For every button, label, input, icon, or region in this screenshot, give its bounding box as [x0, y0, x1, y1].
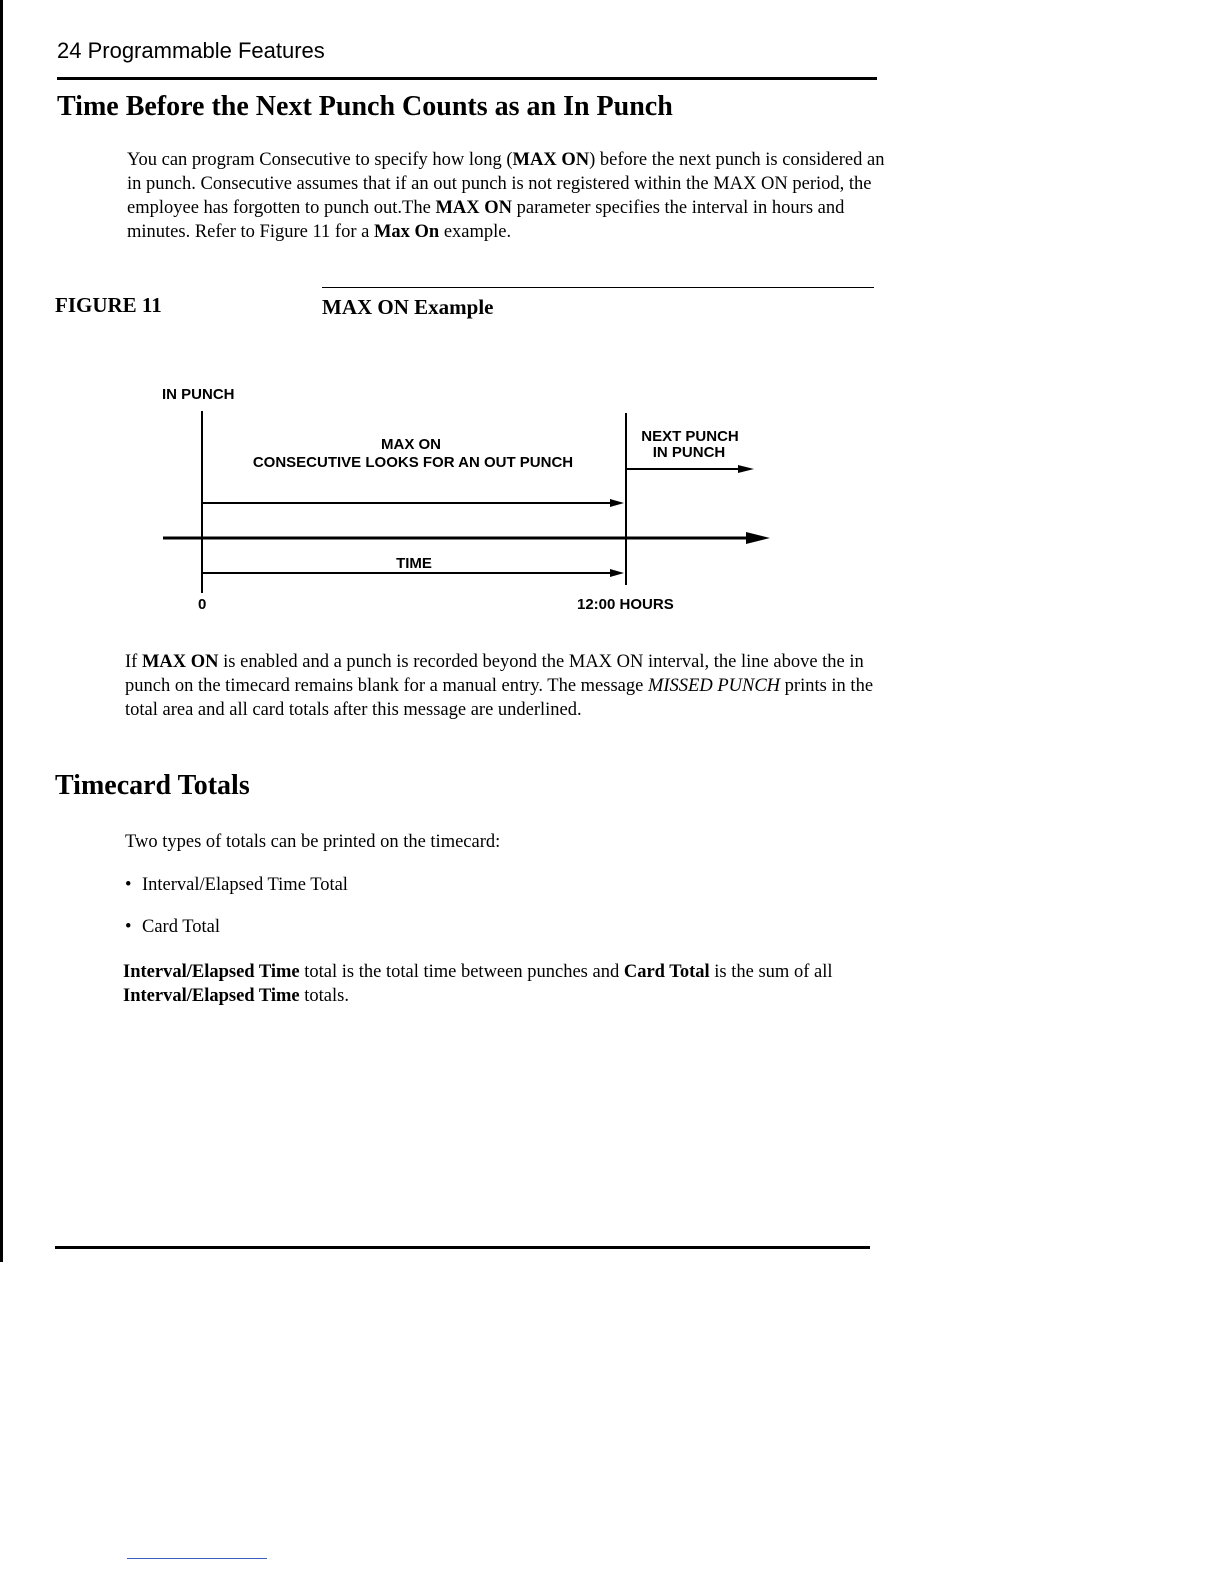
intro-text-e: parameter specifies the interval in hours and minutes. Refer to Figure 11 for a	[127, 198, 845, 242]
intro-bold-max-on: MAX ON	[512, 150, 590, 170]
label-time: TIME	[396, 555, 432, 572]
time-arrowhead	[610, 569, 624, 577]
intro-text-a: You can program Consecutive to specify how long (	[127, 150, 513, 170]
def-text-d: is the sum of all	[709, 962, 833, 982]
next-punch-arrowhead	[738, 465, 754, 473]
figure-label: FIGURE 11	[55, 293, 162, 317]
intro-paragraph	[127, 148, 887, 244]
bullet-glyph: •	[125, 875, 132, 895]
bullet-glyph: •	[125, 917, 132, 937]
label-in-punch: IN PUNCH	[162, 386, 235, 403]
missed-text-e: prints in the total area and all card totals after this message are underlined.	[125, 676, 874, 720]
time-axis-arrowhead	[746, 532, 770, 544]
totals-definition	[123, 960, 883, 1008]
section-heading-max-on: Time Before the Next Punch Counts as an In Punch	[57, 91, 673, 122]
label-next-in-punch: IN PUNCH	[652, 444, 726, 461]
missed-text-a: If	[125, 652, 142, 672]
def-bold-interval-2: Interval/Elapsed Time	[123, 986, 300, 1006]
def-text-f: totals.	[299, 986, 349, 1006]
page-left-edge	[0, 0, 3, 1262]
label-end-time: 12:00 HOURS	[577, 596, 674, 613]
intro-bold-max-on-2: MAX ON	[435, 198, 512, 218]
bottom-mark	[127, 1558, 267, 1559]
header-rule	[57, 77, 877, 80]
list-item-text: Card Total	[142, 917, 221, 937]
max-on-diagram	[150, 380, 790, 630]
def-bold-card-total: Card Total	[623, 962, 710, 982]
missed-italic-message: MISSED PUNCH	[647, 676, 781, 696]
max-on-arrowhead	[610, 499, 624, 507]
missed-bold-max-on: MAX ON	[141, 652, 219, 672]
missed-punch-paragraph	[125, 650, 885, 722]
list-item-text: Interval/Elapsed Time Total	[142, 875, 348, 895]
label-zero: 0	[198, 596, 207, 613]
def-bold-interval: Interval/Elapsed Time	[123, 962, 300, 982]
footer-rule	[55, 1246, 870, 1249]
totals-intro: Two types of totals can be printed on the timecard:	[125, 832, 501, 852]
intro-text-g: example.	[439, 222, 512, 242]
list-item	[125, 915, 348, 957]
list-item	[125, 873, 348, 915]
intro-text-c: ) before the next punch is considered an in punch. Consecutive assumes that if an out punch is not registered within the MAX ON period, the employee has forgotten to punch out.The	[127, 150, 885, 218]
missed-text-c: is enabled and a punch is recorded beyond the MAX ON interval, the line above the in punch on the timecard remains blank for a manual entry. The message	[125, 652, 864, 696]
running-header: 24 Programmable Features	[57, 38, 325, 63]
intro-bold-max-on-3: Max On	[373, 222, 440, 242]
figure-title: MAX ON Example	[322, 295, 494, 319]
totals-list	[125, 873, 348, 957]
section-heading-timecard-totals: Timecard Totals	[55, 770, 250, 801]
figure-rule	[322, 287, 874, 288]
label-consecutive-looks: CONSECUTIVE LOOKS FOR AN OUT PUNCH	[252, 454, 574, 471]
label-max-on: MAX ON	[381, 436, 441, 453]
def-text-b: total is the total time between punches and	[299, 962, 624, 982]
label-next-punch: NEXT PUNCH	[641, 428, 739, 445]
